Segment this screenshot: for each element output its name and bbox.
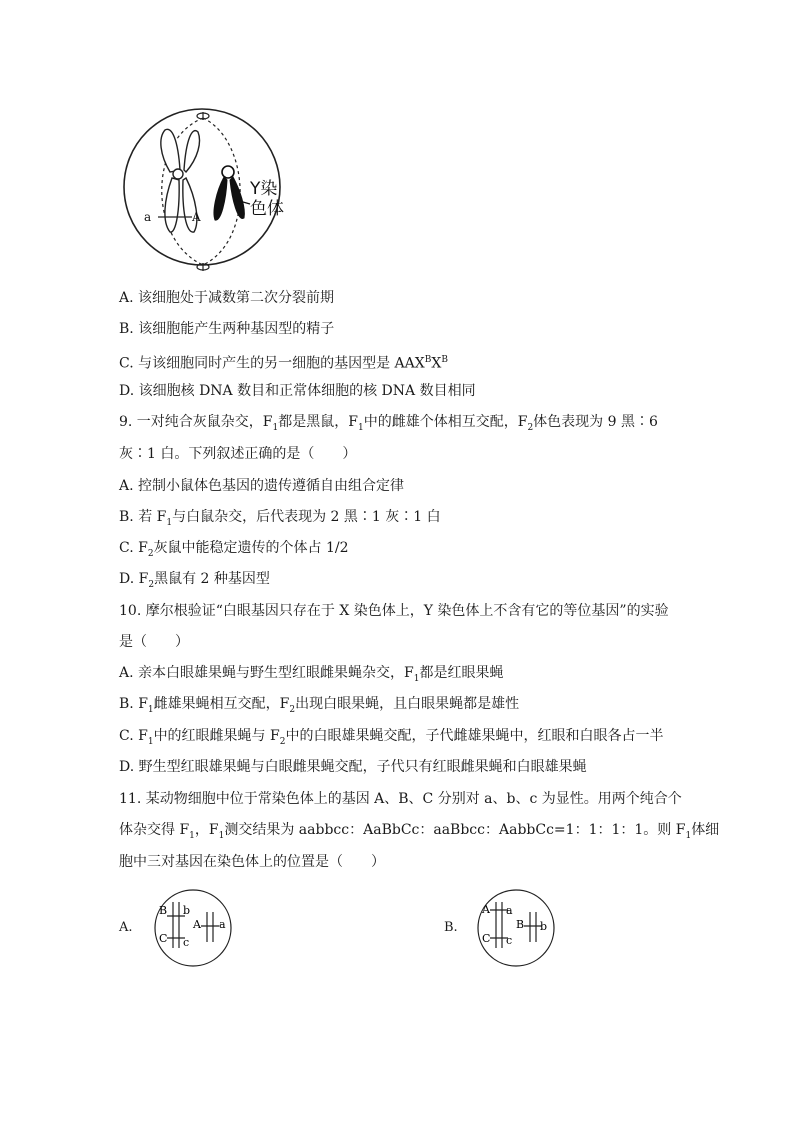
cell-figure — [120, 100, 290, 275]
q9-d-a: D. F — [119, 571, 149, 587]
q10-c-a: C. F — [119, 728, 148, 744]
q11-stem2-b: ，F — [194, 822, 219, 838]
q9-stem-line1 — [119, 412, 658, 438]
q8-c-sup1: B — [424, 355, 432, 365]
q10-b-a: B. F — [119, 696, 148, 712]
q11-stem2-a: 体杂交得 F — [119, 822, 190, 838]
q9-option-a: A. 控制小鼠体色基因的遗传遵循自由组合定律 — [119, 478, 405, 494]
q10-stem-line1: 10. 摩尔根验证“白眼基因只存在于 X 染色体上，Y 染色体上不含有它的等位基因”的实验 — [119, 603, 669, 619]
q10-sub: 1 — [413, 673, 420, 684]
q11-stem-line3: 胞中三对基因在染色体上的位置是（ ） — [119, 854, 385, 870]
q10-b-c: 出现白眼果蝇，且白眼果蝇都是雄性 — [295, 696, 520, 712]
allele-A-label: A — [192, 210, 201, 224]
q8-option-c — [119, 350, 448, 374]
q10-sub: 2 — [279, 736, 286, 747]
gene-label: B — [159, 904, 168, 917]
q10-b-b: 雌雄果蝇相互交配，F — [153, 696, 290, 712]
q11-stem2-c: 测交结果为 aabbcc：AaBbCc：aaBbcc：AabbCc=1：1：1：1。则 F — [224, 822, 686, 838]
y-label-line1: Y染 — [250, 179, 278, 199]
q8-option-b: B. 该细胞能产生两种基因型的精子 — [119, 321, 335, 337]
gene-label: C — [159, 932, 168, 945]
q9-sub: 2 — [147, 548, 154, 559]
q8-option-d: D. 该细胞核 DNA 数目和正常体细胞的核 DNA 数目相同 — [119, 383, 476, 399]
q11-option-a-label: A. — [119, 920, 133, 935]
q10-option-c — [119, 726, 663, 752]
gene-label: B — [516, 918, 525, 931]
q11-stem-line1: 11. 某动物细胞中位于常染色体上的基因 A、B、C 分别对 a、b、c 为显性。用两个纯合个 — [119, 791, 682, 807]
q10-a-b: 都是红眼果蝇 — [419, 665, 504, 681]
q10-c-b: 中的红眼雌果蝇与 F — [153, 728, 280, 744]
q9-sub: 2 — [148, 579, 155, 590]
q11-stem2-d: 体细 — [691, 822, 720, 838]
q11-option-b-label: B. — [444, 920, 458, 935]
q9-stem-line2: 灰∶1 白。下列叙述正确的是（ ） — [119, 446, 357, 462]
q9-stem-d: 体色表现为 9 黑∶6 — [533, 414, 658, 430]
q10-sub: 2 — [289, 704, 296, 715]
gene-label: a — [219, 918, 226, 931]
q8-c-sup2: B — [441, 355, 448, 365]
q9-d-b: 黑鼠有 2 种基因型 — [154, 571, 270, 587]
allele-a-label: a — [144, 210, 152, 224]
q9-c-b: 灰鼠中能稳定遗传的个体占 1/2 — [153, 540, 349, 556]
q9-option-c — [119, 538, 349, 564]
gene-label: A — [482, 903, 490, 916]
gene-label: C — [482, 932, 491, 945]
gene-label: c — [183, 936, 190, 949]
q11-option-a-figure — [145, 888, 245, 974]
q10-option-d: D. 野生型红眼雄果蝇与白眼雌果蝇交配，子代只有红眼雌果蝇和白眼雄果蝇 — [119, 759, 587, 775]
q8-option-a: A. 该细胞处于减数第二次分裂前期 — [119, 290, 335, 306]
q10-option-b — [119, 694, 519, 720]
q11-option-b-figure — [470, 886, 570, 972]
q10-c-c: 中的白眼雄果蝇交配，子代雌雄果蝇中，红眼和白眼各占一半 — [285, 728, 664, 744]
q9-sub: 1 — [272, 422, 279, 433]
q9-option-b — [119, 507, 441, 533]
q11-sub: 1 — [685, 830, 692, 841]
q9-stem-a: 9. 一对纯合灰鼠杂交，F — [119, 414, 273, 430]
q9-c-a: C. F — [119, 540, 148, 556]
q8-c-prefix: C. 与该细胞同时产生的另一细胞的基因型是 AAX — [119, 355, 425, 372]
q9-sub: 1 — [166, 517, 173, 528]
q9-b-a: B. 若 F — [119, 509, 167, 525]
q11-stem-line2 — [119, 820, 719, 846]
q10-stem-line2: 是（ ） — [119, 634, 189, 650]
y-chromosome — [214, 166, 244, 220]
q9-sub: 2 — [527, 422, 534, 433]
gene-label: A — [193, 918, 201, 931]
q9-b-b: 与白鼠杂交，后代表现为 2 黑∶1 灰∶1 白 — [172, 509, 441, 525]
q10-a-a: A. 亲本白眼雄果蝇与野生型红眼雌果蝇杂交，F — [119, 665, 414, 681]
gene-label: a — [506, 904, 513, 917]
q10-sub: 1 — [147, 736, 154, 747]
q9-stem-c: 中的雌雄个体相互交配，F — [363, 414, 528, 430]
gene-label: b — [540, 920, 548, 933]
q9-sub: 1 — [357, 422, 364, 433]
q11-sub: 1 — [189, 830, 195, 841]
q10-option-a — [119, 663, 503, 689]
q8-c-mid: X — [431, 355, 442, 372]
q11-sub: 1 — [218, 830, 225, 841]
q10-sub: 1 — [147, 704, 154, 715]
y-label-line2: 色体 — [250, 199, 284, 219]
gene-label: b — [183, 904, 191, 917]
gene-label: c — [506, 934, 513, 947]
q9-option-d — [119, 569, 270, 595]
q9-stem-b: 都是黑鼠，F — [278, 414, 358, 430]
